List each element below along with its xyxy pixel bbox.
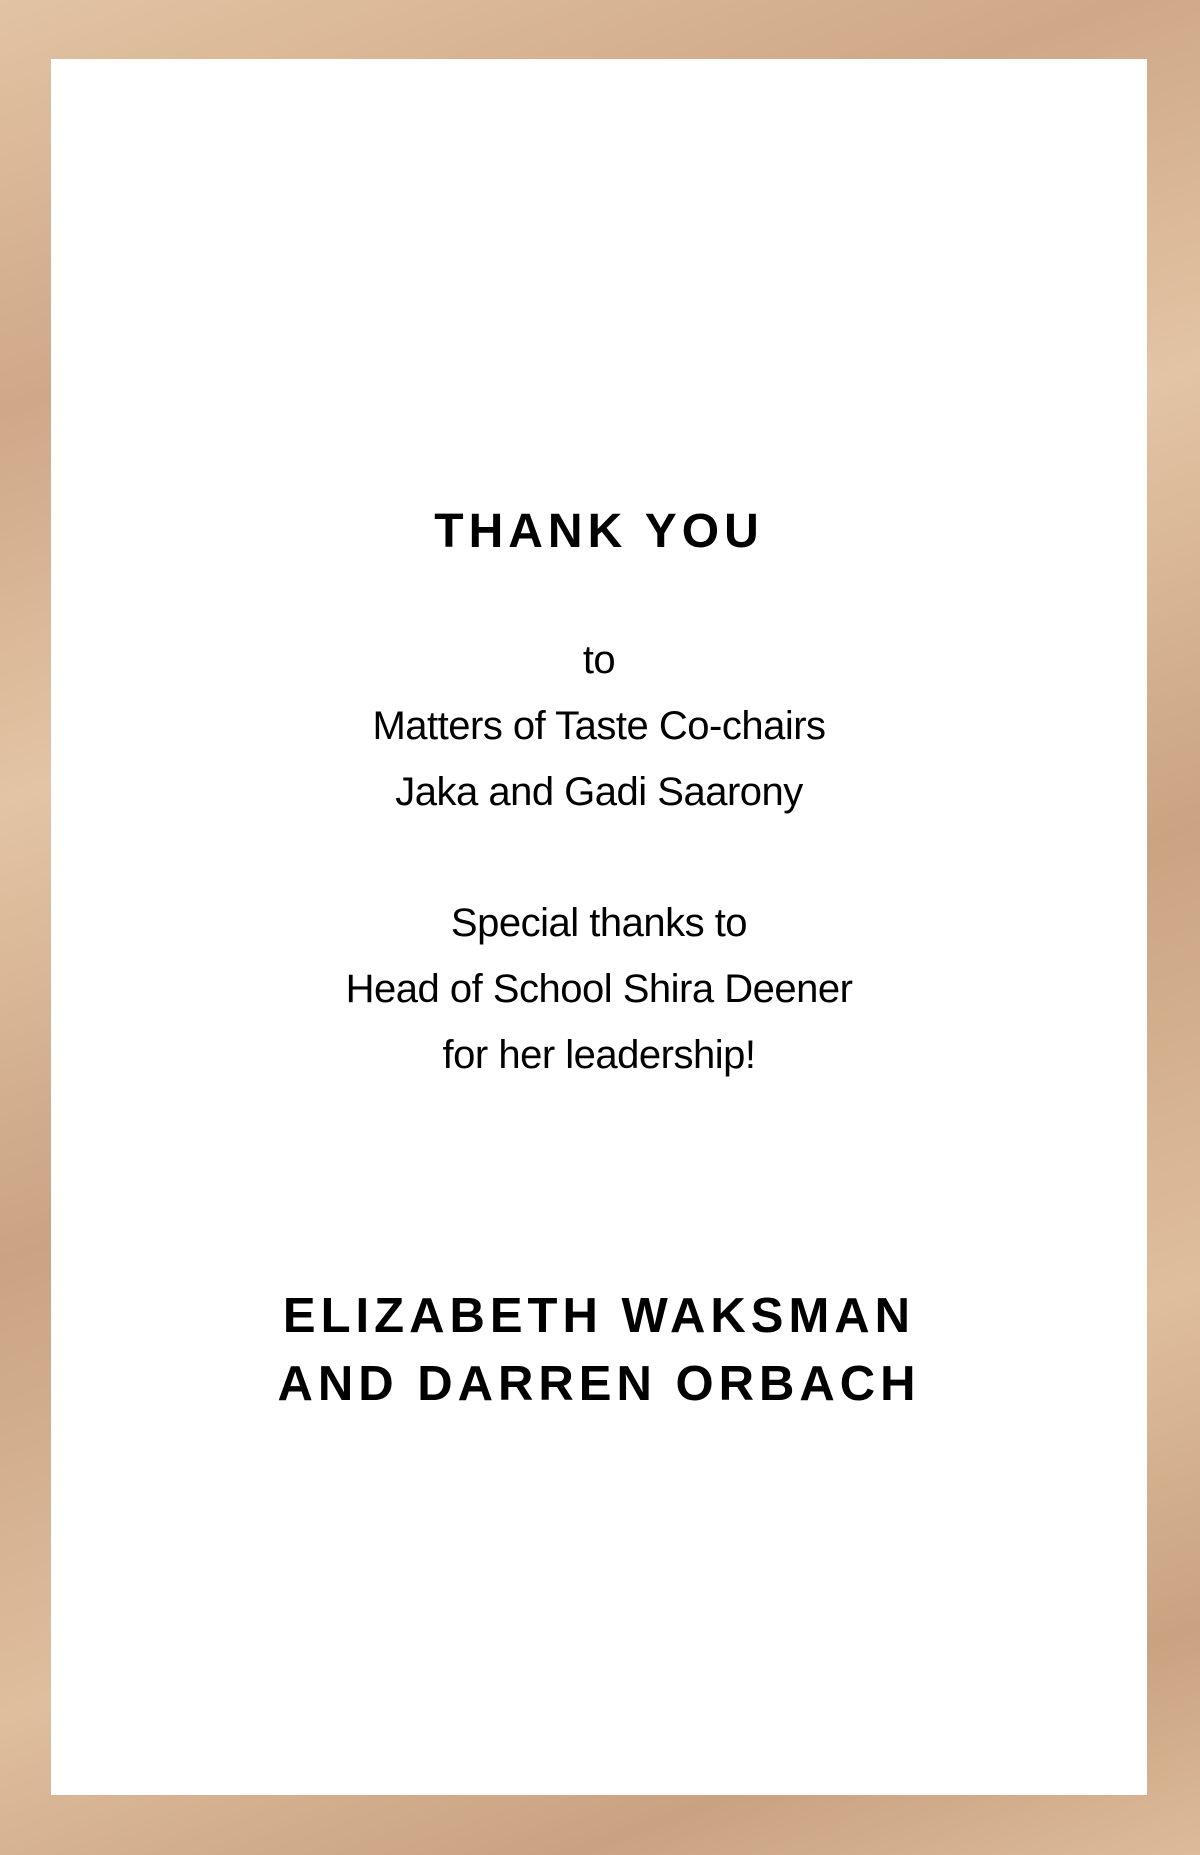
cochairs-line: Matters of Taste Co-chairs [372,704,826,748]
card-panel [51,59,1147,1795]
cochairs-section [51,627,1147,825]
special-thanks-line: Special thanks to [450,901,748,945]
thank-you-heading: THANK YOU [434,505,764,558]
cochairs-names-line: Jaka and Gadi Saarony [395,770,803,814]
thank-you-section [51,505,1147,558]
special-thanks-section [51,890,1147,1088]
leadership-line: for her leadership! [442,1033,756,1077]
head-of-school-line: Head of School Shira Deener [345,967,853,1011]
honoree-line-2: AND DARREN ORBACH [277,1357,921,1411]
honorees-section [51,1282,1147,1418]
to-line: to [582,638,616,682]
honoree-line-1: ELIZABETH WAKSMAN [282,1289,916,1343]
